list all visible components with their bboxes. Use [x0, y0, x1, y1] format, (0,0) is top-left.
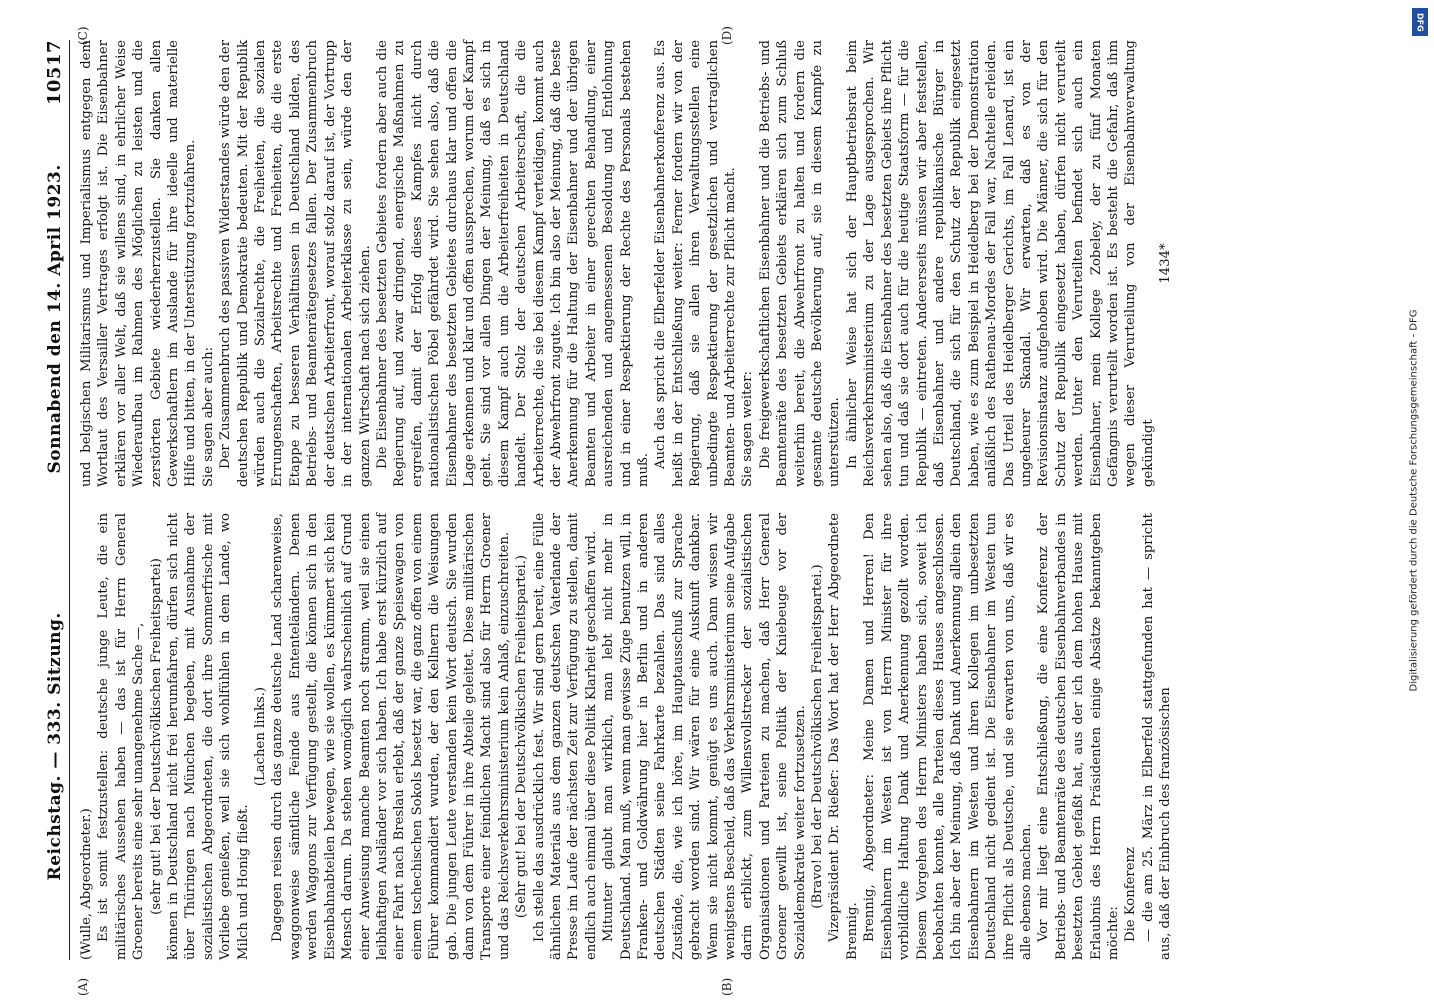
left-column — [78, 513, 1175, 960]
paragraph: Ich stelle das ausdrücklich fest. Wir sind gern bereit, eine Fülle ähnlichen Materials aus dem ganzen deutschen Vaterlande der Presse im Laufe der nächsten Zeit zur Verfügung zu stellen, damit endlich auch einmal über diese Politik Klarheit geschaffen wird. — [531, 513, 599, 960]
paragraph: Mitunter glaubt man wirklich, man lebt nicht mehr in Deutschland. Man muß, wenn man gewisse Züge benutzen will, in Franken- und Goldwährung hier in Berlin und in anderen deutschen Städten seine Fahrkarte bezahlen. Das sind alles Zustände, die, wie ich höre, im Hauptausschuß zur Sprache gebracht worden sind. Wir wären für eine Auskunft dankbar. Wenn sie nicht kommt, genügt es uns auch. Dann wissen wir wenigstens Bescheid, daß das Verkehrsministerium seine Aufgabe darin erblickt, zum Willensvollstrecker der sozialistischen Organisationen und Parteien zu machen, daß Herr General Groener gewillt ist, seine Politik der Kniebeuge vor der Sozialdemokratie weiter fortzusetzen. — [601, 513, 808, 960]
paragraph: Dagegen reisen durch das ganze deutsche Land scharenweise, waggonweise sämtliche Feinde aus Ententeländern. Denen werden Waggons zur Verfügung gestellt, die können sich in den Eisenbahnabteilen bewegen, wie sie wollen, es kümmert sich kein Mensch darum. Da stehen womöglich wahrscheinlich auf Grund einer Anweisung manche Beamten noch stramm, weil sie einen leibhaftigen Ausländer vor sich haben. Ich habe erst kürzlich auf einer Fahrt nach Breslau erlebt, daß der ganze Speisewagen von einem tschechischen Sokols besetzt war, die ganz offen von einem Führer kommandiert wurden, der den Kellnern die Weisungen gab. Die jungen Leute verstanden kein Wort deutsch. Sie wurden dann von dem Führer in ihre Abteile geleitet. Diese militärischen Transporte einer feindlichen Macht sind also für Herrn Groener und das Reichsverkehrsministerium kein Anlaß, einzuschreiten. — [270, 513, 512, 960]
paragraph: Vizepräsident Dr. Rießer: Das Wort hat der Herr Abgeordnete Brennig. — [827, 513, 860, 960]
marker-c: (C) — [76, 26, 90, 45]
paragraph: Sie sagen aber auch: — [200, 346, 216, 487]
header-right: Sonnabend den 14. April 1923. — [45, 164, 65, 474]
paragraph: (Bravo! bei der Deutschvölkischen Freiheitspartei.) — [810, 564, 826, 909]
header-left: Reichstag. — 333. Sitzung. — [45, 612, 65, 881]
paragraph: — die am 25. März in Elberfeld stattgefunden hat — spricht aus, daß der Einbruch des französischen — [1140, 513, 1174, 960]
paragraph: In ähnlicher Weise hat sich der Hauptbetriebsrat beim Reichsverkehrsministerium zu der Lage ausgesprochen. Wir sehen also, daß die Eisenbahner des besetzten Gebiets ihre Pflicht tun und daß sie dort auch für die heutige Staatsform — für die Republik — eintreten. Andererseits müssen wir aber feststellen, daß Eisenbahner und andere republikanische Bürger in Deutschland, die sich für den Schutz der Republik eingesetzt haben, wie es zum Beispiel in Heidelberg bei der Demonstration anläßlich des Rathenau-Mordes der Fall war, Nachteile erleiden. Das Urteil des Heidelberger Gerichts, im Fall Lenard, ist ein ungeheurer Skandal. Wir erwarten, daß es von der Revisionsinstanz aufgehoben wird. Die Männer, die sich für den Schutz der Republik eingesetzt haben, dürfen nicht verurteilt werden. Unter den Verurteilten befindet sich auch ein Eisenbahner, mein Kollege Zobeley, der zu fünf Monaten Gefängnis verurteilt worden ist. Es besteht die Gefahr, daß ihm wegen dieser Verurteilung von der Eisenbahnverwaltung gekündigt — [844, 40, 1156, 487]
marker-d: (D) — [720, 26, 734, 45]
page-header — [44, 40, 70, 960]
page-number: 10517 — [44, 40, 65, 106]
paragraph: (Lachen links.) — [253, 686, 269, 787]
paragraph: können in Deutschland nicht frei herumfahren, dürfen sich nicht über Thüringen nach München begeben, mit Ausnahme der sozialistischen Abgeordneten, die dort ihre Sommerfrische mit Vorliebe genießen, weil sie sich wohlfühlen in dem Lande, wo Milch und Honig fließt. — [166, 513, 251, 960]
paragraph: (Sehr gut! bei der Deutschvölkischen Freiheitspartei.) — [514, 554, 530, 919]
paragraph: Es ist somit festzustellen: deutsche junge Leute, die ein militärisches Aussehen haben — das ist für Herrn General Groener bereits eine sehr unangenehme Sache —, — [96, 513, 147, 960]
paragraph: Der Zusammenbruch des passiven Widerstandes würde den der deutschen Republik und Demokratie bedeuten. Mit der Republik würden auch die Sozialrechte, die Freiheiten, die sozialen Errungenschaften, Arbeitsrechte und Freiheiten, die die erste Etappe zu besseren Verhältnissen in Deutschland bilden, des Betriebs- und Beamtenrätegesetzes fallen. Der Zusammenbruch der deutschen Arbeiterfront, worauf stolz darauf ist, der Vortrupp in der internationalen Arbeiterklasse zu sein, würde den der ganzen Wirtschaft nach sich ziehen. — [218, 40, 373, 487]
paragraph: und belgischen Militarismus und Imperialismus entgegen dem Wortlaut des Versailler Vertrages erfolgt ist. Die Eisenbahner erklären vor aller Welt, daß sie willens sind, in ehrlicher Weise Wiederaufbau im Rahmen des Möglichen zu leisten und die zerstörten Gebiete wiederherzustellen. Sie danken allen Gewerkschaftlern im Auslande für ihre ideelle und materielle Hilfe und bitten, in der Unterstützung fortzufahren. — [79, 40, 199, 487]
paragraph: Vor mir liegt eine Entschließung, die eine Konferenz der Betriebs- und Beamtenräte des deutschen Eisenbahnverbandes in besetzten Gebiet gefaßt hat, aus der ich dem hohen Hause mit Erlaubnis des Herrn Präsidenten einige Absätze bekanntgeben möchte: — [1036, 513, 1121, 960]
paragraph: 1434* — [1158, 243, 1174, 284]
right-column — [78, 40, 1175, 487]
paragraph: Die Eisenbahner des besetzten Gebietes fordern aber auch die Regierung auf, und zwar dringend, energische Maßnahmen zu ergreifen, damit der Erfolg dieses Kampfes nicht durch nationalistischen Pöbel gefährdet wird. Sie sehen also, daß die Eisenbahner des besetzten Gebietes durchaus klar und offen die Lage erkennen und klar und offen aussprechen, worum der Kampf geht. Sie sind vor allen Dingen der Meinung, daß es sich in diesem Kampf auch um die Arbeiterfreiheiten in Deutschland handelt. Der Stolz der deutschen Arbeiterschaft, die die Arbeiterrechte, die sie bei diesem Kampf verteidigen, kommt auch der Abwehrfront zugute. Ich bin also der Meinung, daß die beste Anerkennung für die Haltung der Eisenbahner und der übrigen Beamten und Arbeiter in einer gerechten Behandlung, einer ausreichenden und angemessenen Besoldung und Entlohnung und in einer Respektierung der Rechte des Personals bestehen muß. — [374, 40, 651, 487]
sidebar-text: Digitalisierung gefördert durch die Deutsche Forschungsgemeinschaft - DFG — [1408, 308, 1420, 692]
paragraph: Sie sagen weiter: — [740, 371, 756, 487]
paragraph: Die Konferenz — [1123, 847, 1139, 942]
paragraph: (sehr gut! bei der Deutschvölkischen Freiheitspartei) — [148, 558, 164, 915]
dfg-logo-icon: DFG — [1412, 8, 1428, 36]
paragraph: Die freigewerkschaftlichen Eisenbahner und die Betriebs- und Beamtenräte des besetzten Gebiets erklären sich zum Schluß weiterhin bereit, die Abwehrfront zu halten und fordern die gesamte deutsche Bevölkerung auf, sie in diesem Kampfe zu unterstützen. — [757, 40, 843, 487]
marker-b: (B) — [720, 977, 734, 996]
paragraph: Auch das spricht die Elberfelder Eisenbahnerkonferenz aus. Es heißt in der Entschließung weiter: Ferner fordern wir von der Regierung, daß sie allen ihren Verwaltungsstellen eine unbedingte Respektierung der gesetzlichen und vertraglichen Beamten- und Arbeiterrechte zur Pflicht macht. — [653, 40, 739, 487]
marker-a: (A) — [76, 977, 90, 996]
text-columns — [78, 40, 1175, 960]
paragraph: Brennig, Abgeordneter: Meine Damen und Herren! Den Eisenbahnern im Westen ist von Herrn Minister für ihre vorbildliche Haltung Dank und Anerkennung gezollt worden. Diesem Vorgehen des Herrn Ministers haben sich, soweit ich beobachten konnte, alle Parteien dieses Hauses angeschlossen. Ich bin aber der Meinung, daß Dank und Anerkennung allein den Eisenbahnern im Westen und ihren Kollegen im unbesetzten Deutschland nicht gedient ist. Die Eisenbahner im Westen tun ihre Pflicht als Deutsche, und sie erwarten von uns, daß wir es alle ebenso machen. — [862, 513, 1034, 960]
dfg-sidebar — [1394, 0, 1434, 1000]
paragraph: (Wulle, Abgeordneter.) — [79, 808, 94, 960]
